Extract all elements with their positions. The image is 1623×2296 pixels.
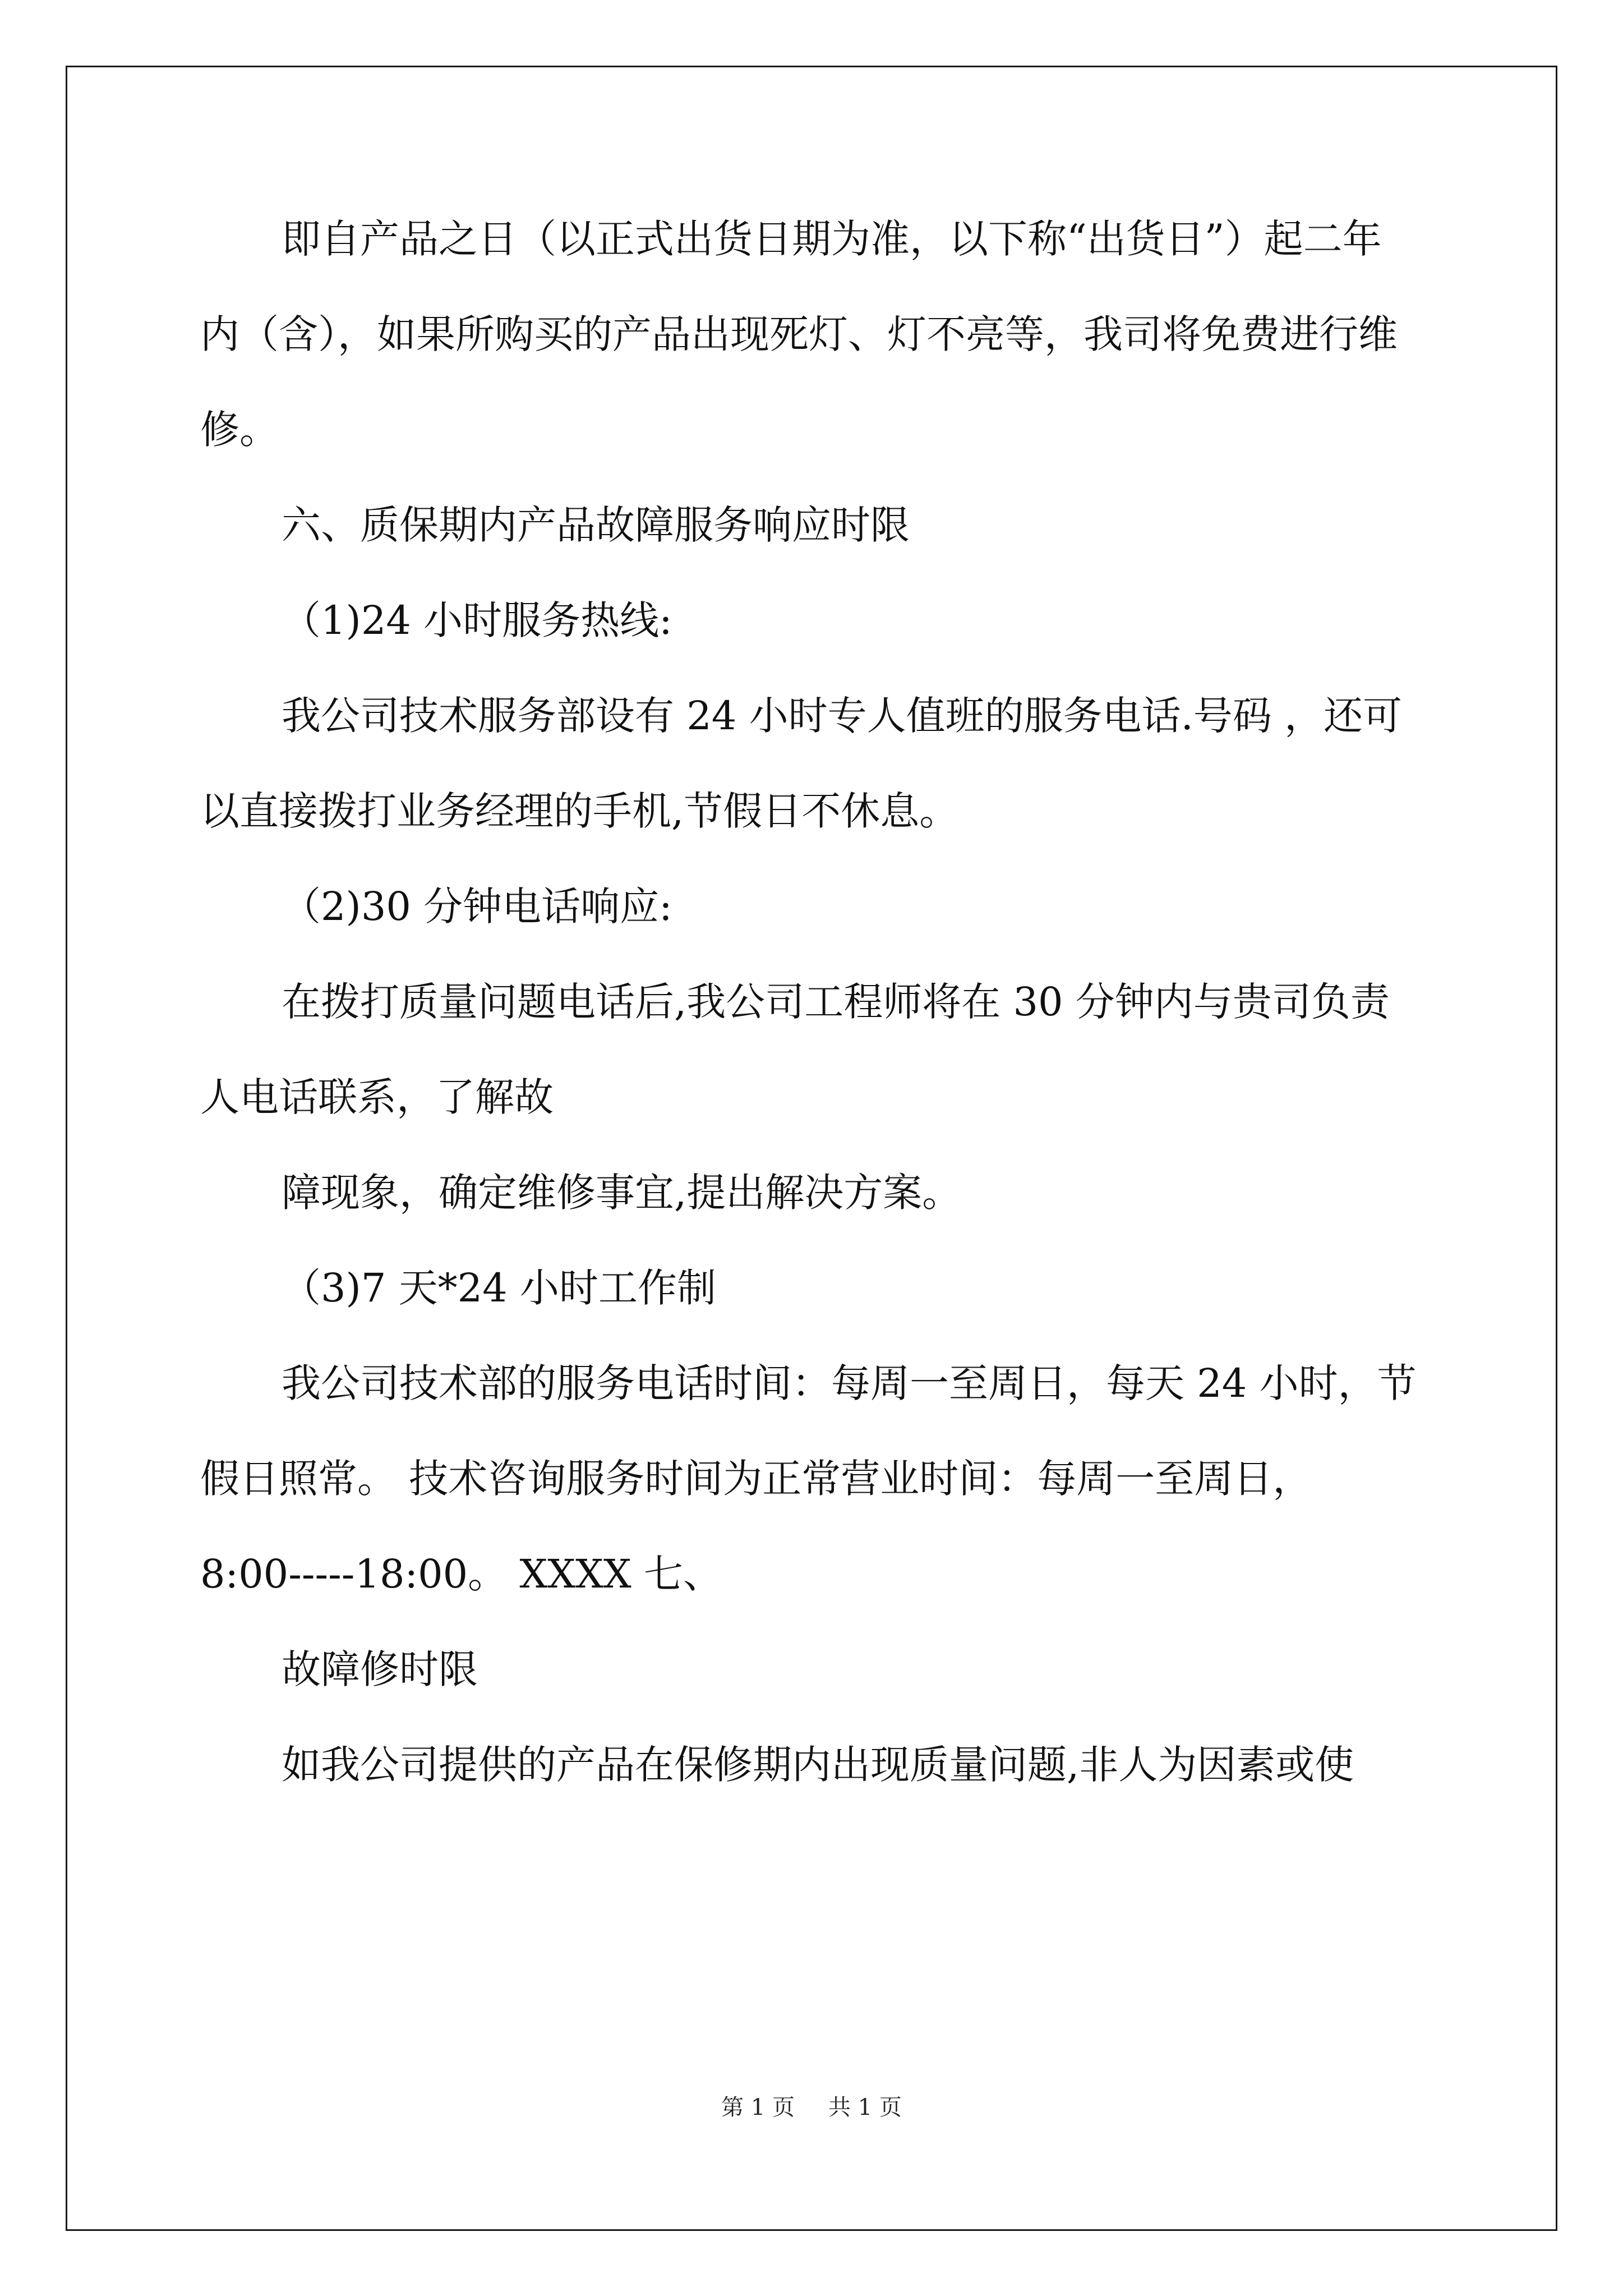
paragraph-line: 我公司技术服务部设有 24 小时专人值班的服务电话.号码 ，还可	[282, 693, 1403, 739]
page-border	[66, 66, 1557, 2231]
section-heading: 六、质保期内产品故障服务响应时限	[282, 502, 910, 548]
subsection-heading: （1)24 小时服务热线:	[282, 597, 672, 643]
paragraph-line: 障现象，确定维修事宜,提出解决方案。	[282, 1170, 962, 1216]
paragraph-line: 8:00-----18:00。 XXXX 七、	[200, 1551, 723, 1597]
page-footer	[0, 2093, 1623, 2122]
paragraph-line: 以直接拨打业务经理的手机,节假日不休息。	[200, 788, 959, 834]
paragraph-line: 在拨打质量问题电话后,我公司工程师将在 30 分钟内与贵司负责	[282, 979, 1390, 1025]
paragraph-line: 即自产品之日（以正式出货日期为准，以下称“出货日”）起二年	[282, 216, 1382, 262]
paragraph-line: 假日照常。 技术咨询服务时间为正常营业时间：每周一至周日，	[200, 1456, 1312, 1502]
paragraph-line: 修。	[200, 407, 279, 453]
subsection-heading: （3)7 天*24 小时工作制	[282, 1265, 716, 1311]
section-heading: 故障修时限	[282, 1646, 478, 1692]
paragraph-line: 人电话联系，了解故	[200, 1074, 554, 1120]
page-number: 第 1 页	[721, 2095, 795, 2120]
paragraph-line: 我公司技术部的服务电话时间：每周一至周日，每天 24 小时，节	[282, 1360, 1417, 1406]
subsection-heading: （2)30 分钟电话响应:	[282, 884, 672, 930]
paragraph-line: 内（含），如果所购买的产品出现死灯、灯不亮等，我司将免费进行维	[200, 311, 1398, 357]
page-total: 共 1 页	[828, 2095, 902, 2120]
paragraph-line: 如我公司提供的产品在保修期内出现质量问题,非人为因素或使	[282, 1742, 1354, 1788]
